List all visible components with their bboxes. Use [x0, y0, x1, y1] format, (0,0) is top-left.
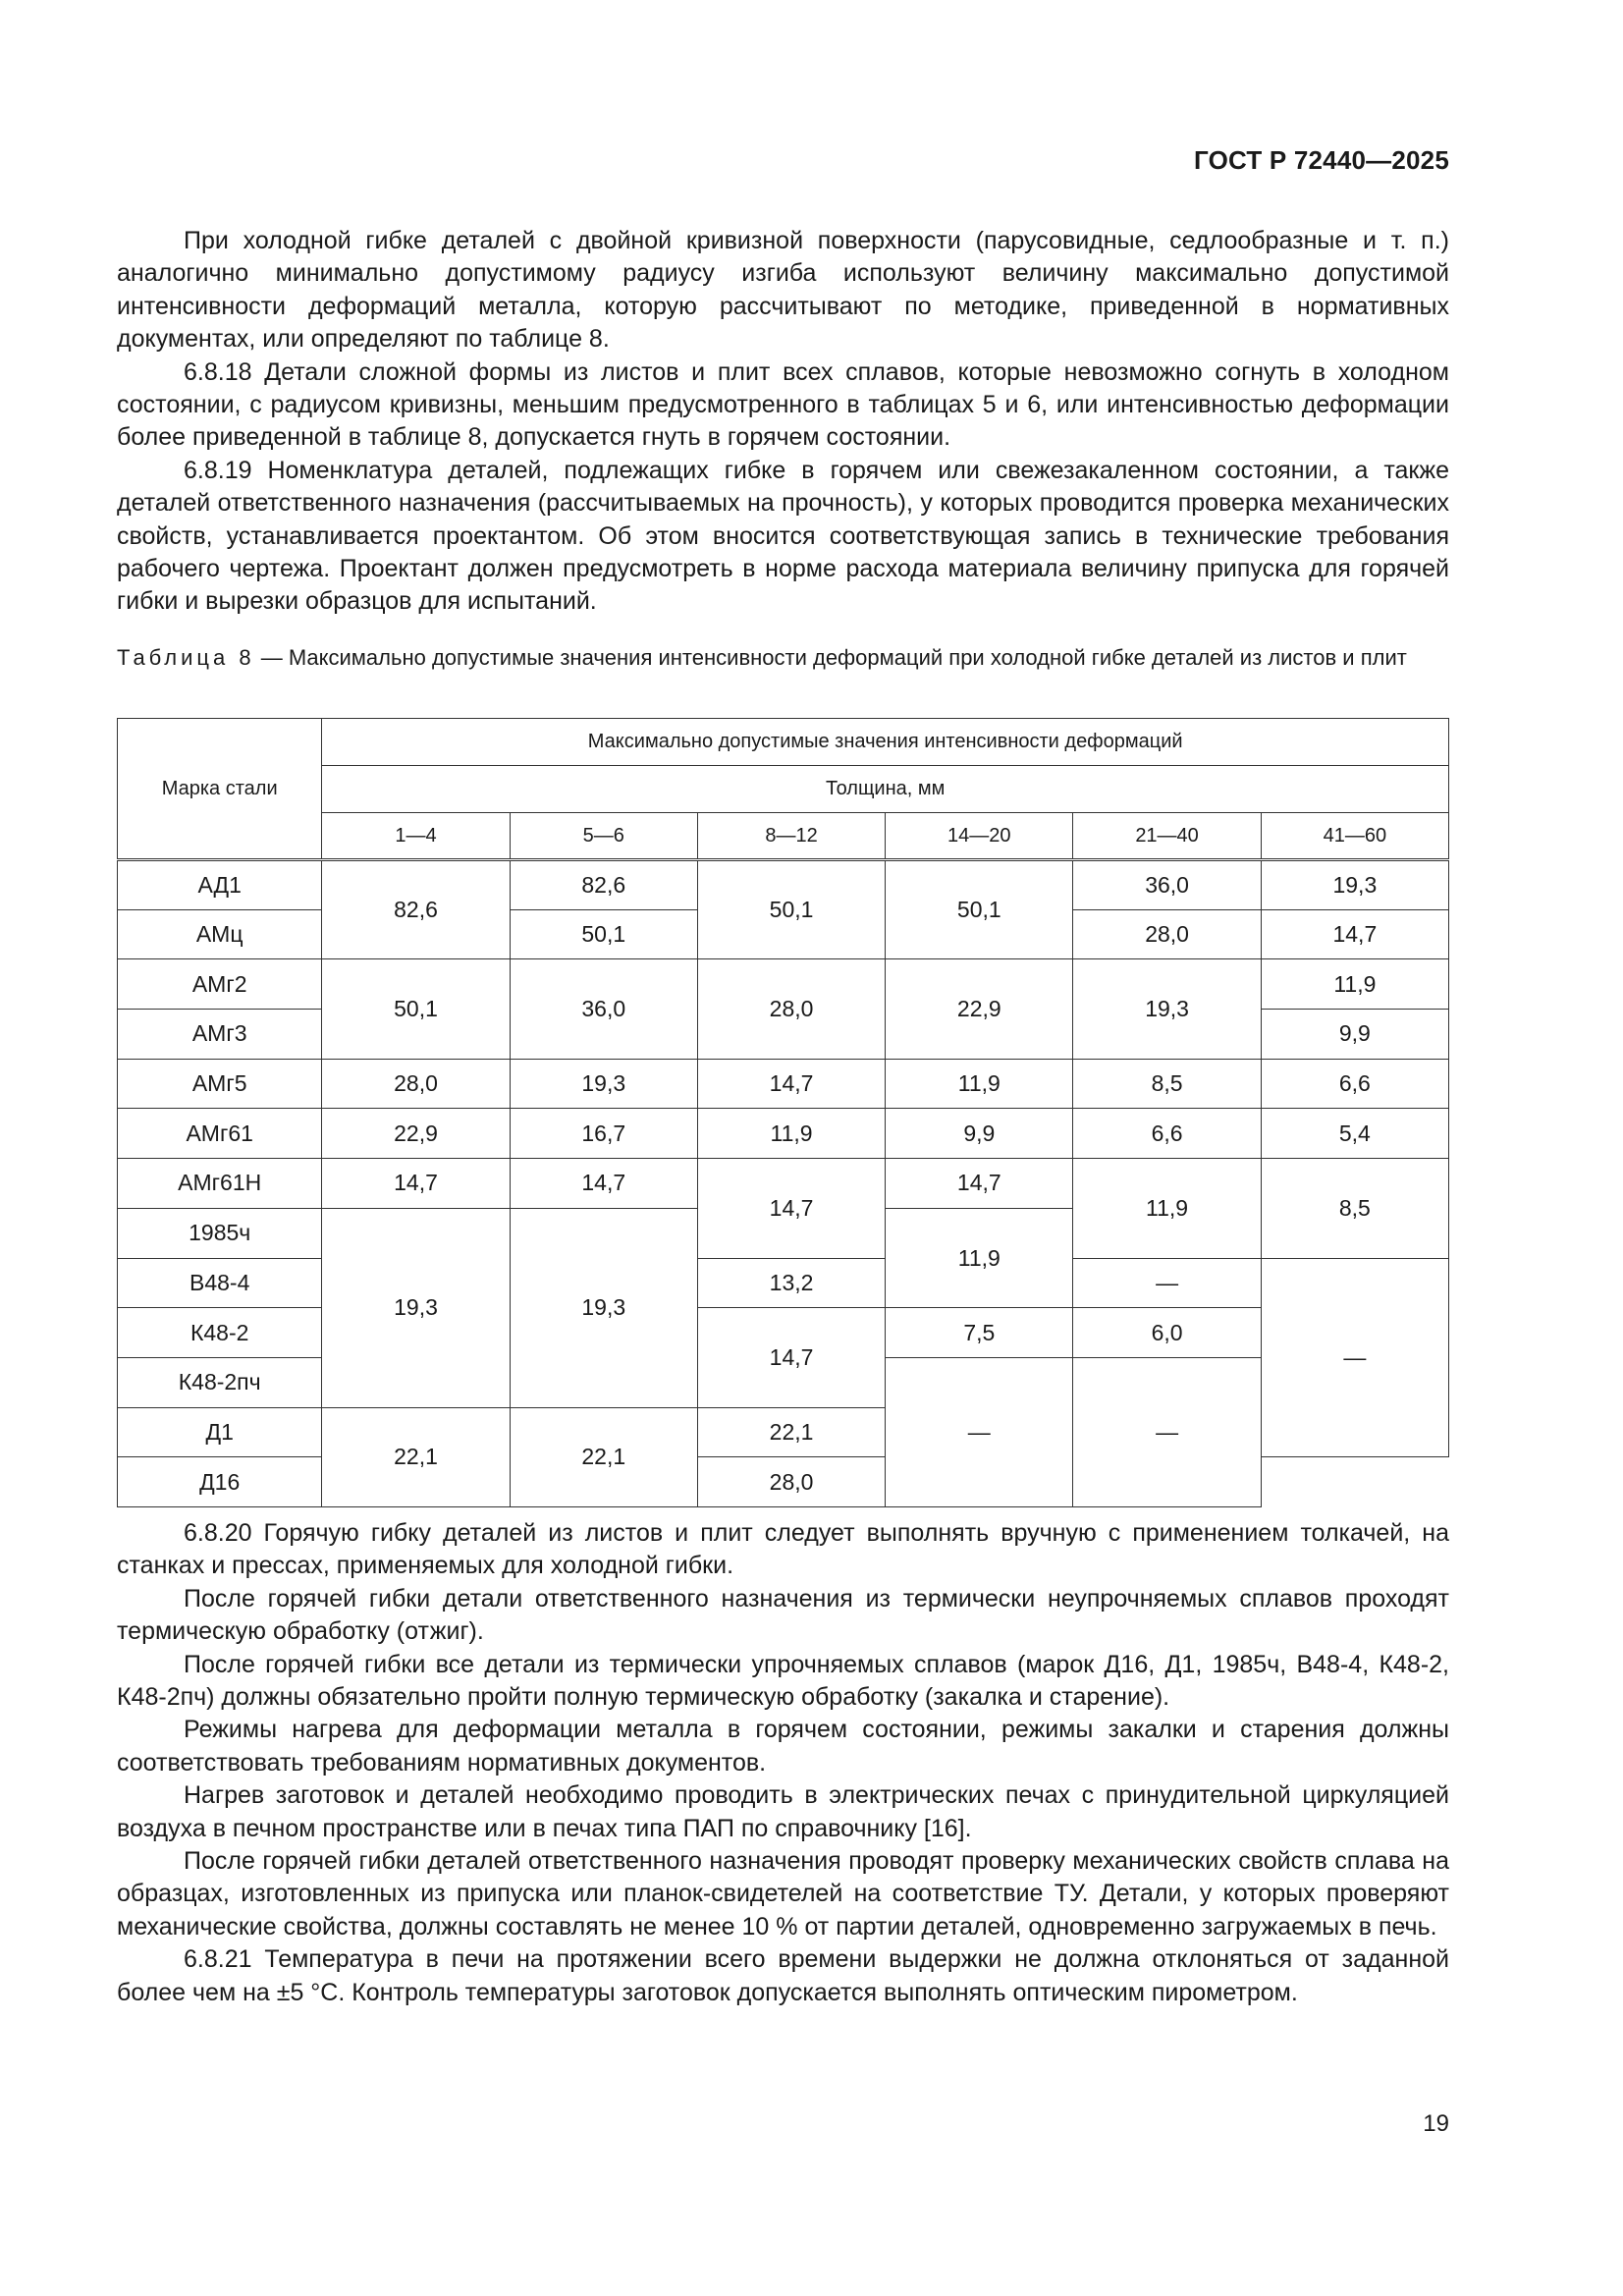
value-cell: 82,6 — [322, 860, 510, 959]
value-cell: 11,9 — [886, 1208, 1073, 1307]
document-id: ГОСТ Р 72440—2025 — [1194, 145, 1449, 175]
header-thickness-col: 21—40 — [1073, 813, 1261, 860]
grade-cell: Д16 — [118, 1457, 322, 1507]
header-thickness-col: 41—60 — [1261, 813, 1448, 860]
paragraph: 6.8.21 Температура в печи на протяжении всего времени выдержки не должна отклоняться от заданной более чем на ±5 °C. Контроль температуры заготовок допускается выполнять оптическим пирометром. — [117, 1945, 1449, 2006]
header-strain-group: Максимально допустимые значения интенсивности деформаций — [322, 719, 1449, 766]
header-thickness-col: 5—6 — [510, 813, 697, 860]
paragraph: Нагрев заготовок и деталей необходимо проводить в электрических печах с принудительной циркуляцией воздуха в печном пространстве или в печах типа ПАП по справочнику [16]. — [117, 1781, 1449, 1842]
grade-cell: АМг3 — [118, 1010, 322, 1060]
paragraph: При холодной гибке деталей с двойной кривизной поверхности (парусовидные, седлообразные и т. п.) аналогично минимально допустимому радиусу изгиба используют величину максимально допустимой интенсивности деформаций металла, которую рассчитывают по методике, приведенной в нормативных документах, или определяют по таблице 8. — [117, 227, 1449, 354]
value-cell: 22,9 — [886, 959, 1073, 1059]
table-row — [118, 1059, 1449, 1109]
paragraph: 6.8.18 Детали сложной формы из листов и плит всех сплавов, которые невозможно согнуть в холодном состоянии, с радиусом кривизны, меньшим предусмотренного в таблицах 5 и 6, или интенсивностью деформации более приведенной в таблице 8, допускается гнуть в горячем состоянии. — [117, 357, 1449, 452]
value-cell: — — [1073, 1258, 1261, 1308]
value-cell: 6,0 — [1073, 1308, 1261, 1358]
value-cell: 22,9 — [322, 1109, 510, 1159]
table-caption — [117, 643, 1449, 673]
value-cell: 13,2 — [697, 1258, 885, 1308]
body-text-bottom — [117, 1517, 1449, 2009]
value-cell: 14,7 — [322, 1159, 510, 1209]
value-cell: 19,3 — [510, 1059, 697, 1109]
header-thickness-col: 14—20 — [886, 813, 1073, 860]
table-row — [118, 860, 1449, 910]
value-cell: 36,0 — [510, 959, 697, 1059]
value-cell: 50,1 — [697, 860, 885, 959]
grade-cell: Д1 — [118, 1407, 322, 1457]
table-caption-text: — Максимально допустимые значения интенсивности деформаций при холодной гибке деталей из листов и плит — [254, 645, 1407, 670]
paragraph: 6.8.20 Горячую гибку деталей из листов и плит следует выполнять вручную с применением толкачей, на станках и прессах, применяемых для холодной гибки. — [117, 1519, 1449, 1580]
page-number: 19 — [1423, 2110, 1449, 2137]
value-cell: 50,1 — [886, 860, 1073, 959]
table-caption-label: Таблица 8 — [117, 645, 255, 670]
grade-cell: АМг2 — [118, 959, 322, 1010]
grade-cell: К48-2 — [118, 1308, 322, 1358]
value-cell: 50,1 — [322, 959, 510, 1059]
value-cell: 14,7 — [1261, 909, 1448, 959]
value-cell: 11,9 — [886, 1059, 1073, 1109]
value-cell: 82,6 — [510, 860, 697, 910]
grade-cell: АМц — [118, 909, 322, 959]
table-row — [118, 959, 1449, 1010]
value-cell: 9,9 — [1261, 1010, 1448, 1060]
value-cell: 8,5 — [1261, 1159, 1448, 1258]
grade-cell: АМг61Н — [118, 1159, 322, 1209]
header-steel-grade: Марка стали — [118, 719, 322, 860]
value-cell: 14,7 — [510, 1159, 697, 1209]
value-cell: 9,9 — [886, 1109, 1073, 1159]
header-thickness: Толщина, мм — [322, 766, 1449, 813]
value-cell: 28,0 — [1073, 909, 1261, 959]
value-cell: 14,7 — [886, 1159, 1073, 1209]
paragraph: После горячей гибки деталей ответственного назначения проводят проверку механических свойств сплава на образцах, изготовленных из припуска или планок-свидетелей на соответствие ТУ. Детали, у которых проверяют механические свойства, должны составлять не менее 10 % от партии деталей, одновременно загружаемых в печь. — [117, 1847, 1449, 1941]
table-row — [118, 1258, 1449, 1308]
value-cell: 11,9 — [1261, 959, 1448, 1010]
value-cell: 8,5 — [1073, 1059, 1261, 1109]
value-cell: 14,7 — [697, 1159, 885, 1258]
value-cell: 6,6 — [1261, 1059, 1448, 1109]
value-cell: 28,0 — [322, 1059, 510, 1109]
value-cell: 19,3 — [510, 1208, 697, 1407]
table-row — [118, 1109, 1449, 1159]
value-cell: 14,7 — [697, 1059, 885, 1109]
paragraph: После горячей гибки детали ответственного назначения из термически неупрочняемых сплавов проходят термическую обработку (отжиг). — [117, 1584, 1449, 1646]
table-row — [118, 1308, 1449, 1358]
value-cell: 22,1 — [510, 1407, 697, 1506]
value-cell: 22,1 — [322, 1407, 510, 1506]
value-cell: 14,7 — [697, 1308, 885, 1407]
grade-cell: 1985ч — [118, 1208, 322, 1258]
paragraph: После горячей гибки все детали из термически упрочняемых сплавов (марок Д16, Д1, 1985ч, В48-4, К48-2, К48-2пч) должны обязательно пройти полную термическую обработку (закалка и старение). — [117, 1650, 1449, 1712]
grade-cell: АМг5 — [118, 1059, 322, 1109]
value-cell: 19,3 — [322, 1208, 510, 1407]
value-cell: 19,3 — [1073, 959, 1261, 1059]
grade-cell: В48-4 — [118, 1258, 322, 1308]
value-cell: 22,1 — [697, 1407, 885, 1457]
value-cell: 28,0 — [697, 1457, 885, 1507]
value-cell: 19,3 — [1261, 860, 1448, 910]
header-thickness-col: 8—12 — [697, 813, 885, 860]
value-cell: 28,0 — [697, 959, 885, 1059]
value-cell: 7,5 — [886, 1308, 1073, 1358]
value-cell: 5,4 — [1261, 1109, 1448, 1159]
value-cell: — — [1073, 1357, 1261, 1506]
table-row — [118, 1159, 1449, 1209]
value-cell: — — [886, 1357, 1073, 1506]
body-text-top — [117, 225, 1449, 619]
value-cell: 11,9 — [697, 1109, 885, 1159]
paragraph: Режимы нагрева для деформации металла в горячем состоянии, режимы закалки и старения должны соответствовать требованиям нормативных документов. — [117, 1716, 1449, 1777]
strain-limits-table — [117, 718, 1449, 1507]
grade-cell: АМг61 — [118, 1109, 322, 1159]
value-cell: 6,6 — [1073, 1109, 1261, 1159]
value-cell: 36,0 — [1073, 860, 1261, 910]
value-cell: 50,1 — [510, 909, 697, 959]
grade-cell: АД1 — [118, 860, 322, 910]
value-cell: 11,9 — [1073, 1159, 1261, 1258]
grade-cell: К48-2пч — [118, 1357, 322, 1407]
paragraph: 6.8.19 Номенклатура деталей, подлежащих гибке в горячем или свежезакаленном состоянии, а также деталей ответственного назначения (рассчитываемых на прочность), у которых проводится проверка механических свойств, устанавливается проектантом. Об этом вносится соответствующая запись в технические требования рабочего чертежа. Проектант должен предусмотреть в норме расхода материала величину припуска для горячей гибки и вырезки образцов для испытаний. — [117, 456, 1449, 616]
value-cell: 16,7 — [510, 1109, 697, 1159]
value-cell: — — [1261, 1258, 1448, 1457]
header-thickness-col: 1—4 — [322, 813, 510, 860]
